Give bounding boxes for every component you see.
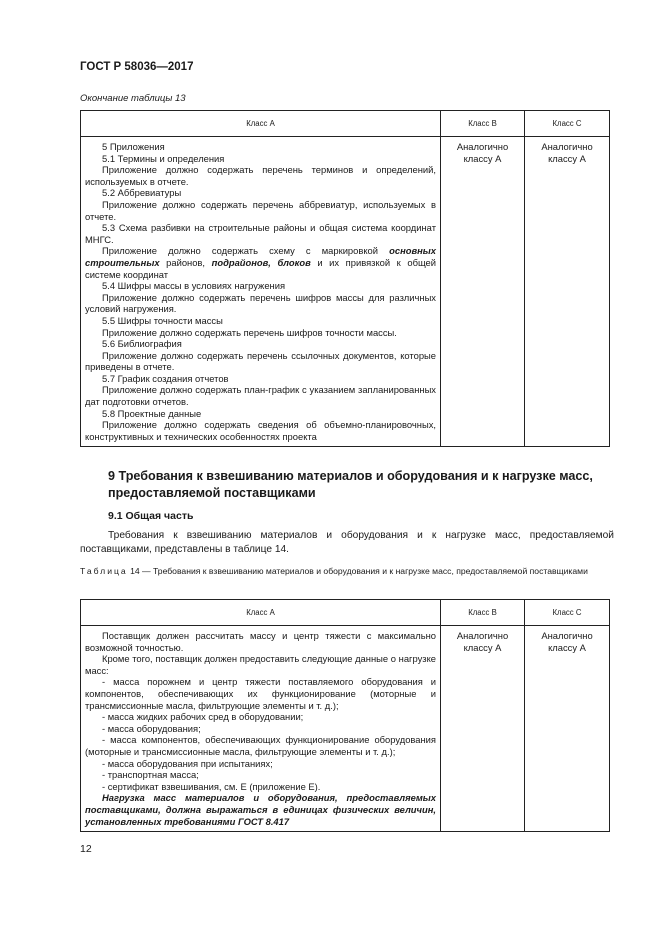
table-line: Приложение должно содержать план-график с указанием запланированных дат подготовки отчетов. (85, 384, 436, 408)
table-line: 5.5 Шифры точности массы (102, 314, 223, 326)
table14-class-b-cell: Аналогично классу А (441, 626, 525, 832)
table-13 (80, 110, 610, 447)
table13-class-c-cell: Аналогично классу А (525, 137, 610, 447)
table-line: 5.2 Аббревиатуры (102, 187, 182, 199)
table-line: Приложение должно содержать перечень шифров массы для различных условий нагружения. (85, 291, 436, 315)
table14-class-a-cell (81, 626, 441, 832)
table-line: Приложение должно содержать перечень аббревиатур, используемых в отчете. (85, 198, 436, 222)
table13-class-b-cell: Аналогично классу А (441, 137, 525, 447)
page-number: 12 (80, 843, 92, 855)
emphasis-text: основных строительных (85, 245, 437, 268)
table-line: - масса оборудования при испытаниях; (102, 757, 273, 769)
table14-header-class-a: Класс А (81, 600, 441, 626)
table-line: - масса жидких рабочих сред в оборудовании; (102, 711, 304, 723)
table14-header-class-c: Класс С (525, 600, 610, 626)
table13-continuation-caption: Окончание таблицы 13 (80, 93, 186, 104)
table14-header-class-b: Класс В (441, 600, 525, 626)
table-line: Поставщик должен рассчитать массу и центр тяжести с максимально возможной точностью. (85, 630, 436, 653)
table-line: - транспортная масса; (102, 769, 199, 781)
text-span: районов, (166, 256, 206, 268)
section-9-paragraph: Требования к взвешиванию материалов и оборудования и к нагрузке масс, предоставляемой поставщиками, представлены в таблице 14. (80, 530, 614, 555)
table-line: - сертификат взвешивания, см. Е (приложение Е). (102, 780, 321, 792)
table-line-emphasis: Нагрузка масс материалов и оборудования, предоставляемых поставщиками, должна выражаться в единицах физических величин, установленных требованиями ГОСТ 8.417 (85, 792, 436, 827)
table-line: Кроме того, поставщик должен предоставить следующие данные о нагрузке масс: (85, 653, 436, 676)
table-line: - масса оборудования; (102, 722, 201, 734)
subsection-9-1-title: 9.1 Общая часть (108, 510, 194, 522)
table13-header-class-c: Класс С (525, 111, 610, 137)
table14-caption (80, 566, 614, 578)
table13-header-class-a: Класс А (81, 111, 441, 137)
table-line: Приложение должно содержать перечень терминов и определений, используемых в отчете. (85, 164, 436, 187)
emphasis-text: подрайонов, блоков (211, 256, 311, 268)
table-caption-text: 14 — Требования к взвешиванию материалов и оборудования и к нагрузке масс, предоставляемой поставщиками (130, 566, 588, 576)
text-span: и их привязкой к общей системе координат (85, 256, 437, 280)
table-line: - масса порожнем и центр тяжести поставляемого оборудования и компонентов, обеспечивающих их функционирование (моторные и трансмиссионные масла, фильтрующие элементы и т. д.); (85, 676, 436, 711)
table-14 (80, 599, 610, 832)
table13-class-a-cell (81, 137, 441, 447)
table-line: 5.6 Библиография (102, 338, 182, 350)
table-line: 5.7 График создания отчетов (102, 372, 229, 384)
table14-header-row (81, 600, 610, 626)
table-line: Приложение должно содержать перечень ссылочных документов, которые приведены в отчете. (85, 349, 436, 373)
table14-class-c-cell: Аналогично классу А (525, 626, 610, 832)
table-line: 5.4 Шифры массы в условиях нагружения (102, 280, 286, 292)
table13-header-class-b: Класс В (441, 111, 525, 137)
table-line: Приложение должно содержать перечень шифров точности массы. (102, 326, 397, 338)
table-line: 5 Приложения (102, 141, 165, 152)
text-span: Приложение должно содержать схему с маркировкой (102, 245, 379, 257)
table14-body-row (81, 626, 610, 832)
section-9-title: 9 Требования к взвешиванию материалов и оборудования и к нагрузке масс, предоставляемой поставщиками (108, 469, 593, 500)
table-line (85, 245, 436, 280)
table-line: 5.8 Проектные данные (102, 407, 202, 419)
table-line: 5.1 Термины и определения (102, 152, 225, 164)
table-line: 5.3 Схема разбивки на строительные районы и общая система координат МНГС. (85, 222, 436, 245)
table-line: Приложение должно содержать сведения об объемно-планировочных, конструктивных и технических особенностях проекта (85, 419, 436, 442)
table-label: Таблица (80, 566, 128, 576)
table13-body-row (81, 137, 610, 447)
table13-header-row (81, 111, 610, 137)
document-header: ГОСТ Р 58036—2017 (80, 61, 194, 73)
table-line: - масса компонентов, обеспечивающих функционирование оборудования (моторные и трансмиссионные масла, фильтрующие элементы и т. д.); (85, 734, 436, 757)
